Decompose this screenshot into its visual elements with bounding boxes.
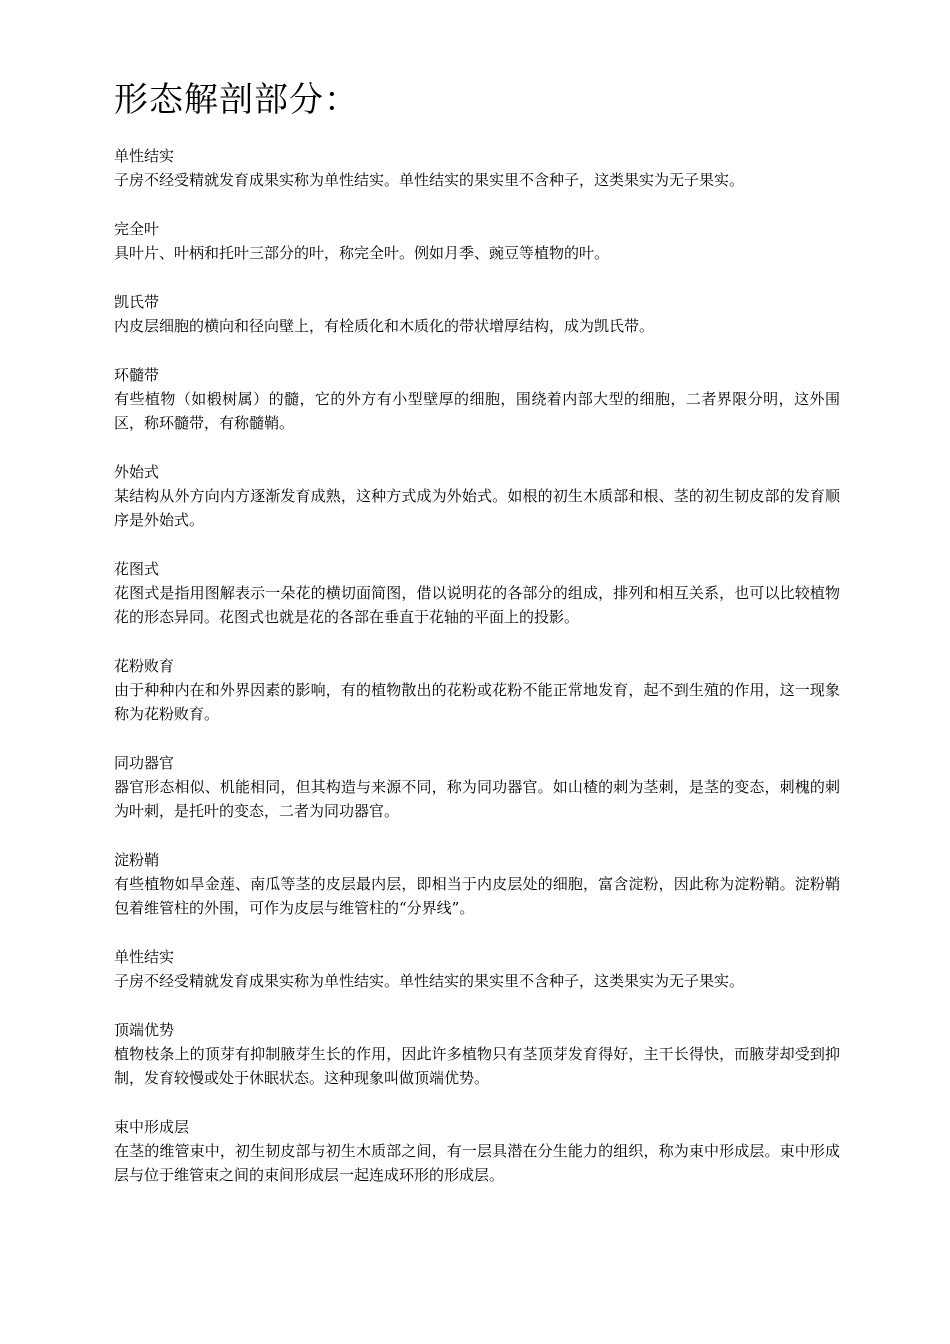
entry-definition: 植物枝条上的顶芽有抑制腋芽生长的作用，因此许多植物只有茎顶芽发育得好，主干长得快，而腋芽却受到抑制，发育较慢或处于休眠状态。这种现象叫做顶端优势。 [114,1045,840,1087]
glossary-entry [114,945,840,993]
glossary-entry [114,751,840,823]
glossary-entry [114,557,840,629]
entry-definition: 具叶片、叶柄和托叶三部分的叶，称完全叶。例如月季、豌豆等植物的叶。 [114,244,610,262]
entry-term: 同功器官 [114,754,175,772]
entry-definition: 子房不经受精就发育成果实称为单性结实。单性结实的果实里不含种子，这类果实为无子果实。 [114,171,745,189]
glossary-entry [114,1018,840,1090]
entry-definition: 有些植物如旱金莲、南瓜等茎的皮层最内层，即相当于内皮层处的细胞，富含淀粉，因此称为淀粉鞘。淀粉鞘包着维管柱的外围，可作为皮层与维管柱的“分界线”。 [114,875,840,917]
glossary-entry [114,290,840,338]
entry-definition: 某结构从外方向内方逐渐发育成熟，这种方式成为外始式。如根的初生木质部和根、茎的初生韧皮部的发育顺序是外始式。 [114,487,840,529]
entry-term: 花图式 [114,560,160,578]
entry-definition: 在茎的维管束中，初生韧皮部与初生木质部之间，有一层具潜在分生能力的组织，称为束中形成层。束中形成层与位于维管束之间的束间形成层一起连成环形的形成层。 [114,1142,840,1184]
glossary-entry [114,217,840,265]
glossary-entry [114,144,840,192]
entry-term: 外始式 [114,463,160,481]
glossary-entry [114,363,840,435]
entry-term: 顶端优势 [114,1021,175,1039]
entry-term: 完全叶 [114,220,160,238]
entry-definition: 子房不经受精就发育成果实称为单性结实。单性结实的果实里不含种子，这类果实为无子果实。 [114,972,745,990]
entry-definition: 内皮层细胞的横向和径向壁上，有栓质化和木质化的带状增厚结构，成为凯氏带。 [114,317,655,335]
glossary-entry [114,654,840,726]
entry-term: 凯氏带 [114,293,160,311]
entry-term: 淀粉鞘 [114,851,160,869]
entry-definition: 由于种种内在和外界因素的影响，有的植物散出的花粉或花粉不能正常地发育，起不到生殖的作用，这一现象称为花粉败育。 [114,681,840,723]
entry-term: 单性结实 [114,147,175,165]
entry-definition: 花图式是指用图解表示一朵花的横切面简图，借以说明花的各部分的组成，排列和相互关系，也可以比较植物花的形态异同。花图式也就是花的各部在垂直于花轴的平面上的投影。 [114,584,840,626]
glossary-entry [114,460,840,532]
entry-definition: 器官形态相似、机能相同，但其构造与来源不同，称为同功器官。如山楂的刺为茎刺，是茎的变态，刺槐的刺为叶刺，是托叶的变态，二者为同功器官。 [114,778,840,820]
entry-term: 束中形成层 [114,1118,190,1136]
entry-term: 花粉败育 [114,657,175,675]
entry-term: 单性结实 [114,948,175,966]
entry-definition: 有些植物（如椴树属）的髓，它的外方有小型壁厚的细胞，围绕着内部大型的细胞，二者界限分明，这外围区，称环髓带，有称髓鞘。 [114,390,840,432]
document-page [114,78,840,1212]
page-title: 形态解剖部分： [114,80,359,120]
entry-term: 环髓带 [114,366,160,384]
glossary-entry [114,848,840,920]
glossary-entry [114,1115,840,1187]
